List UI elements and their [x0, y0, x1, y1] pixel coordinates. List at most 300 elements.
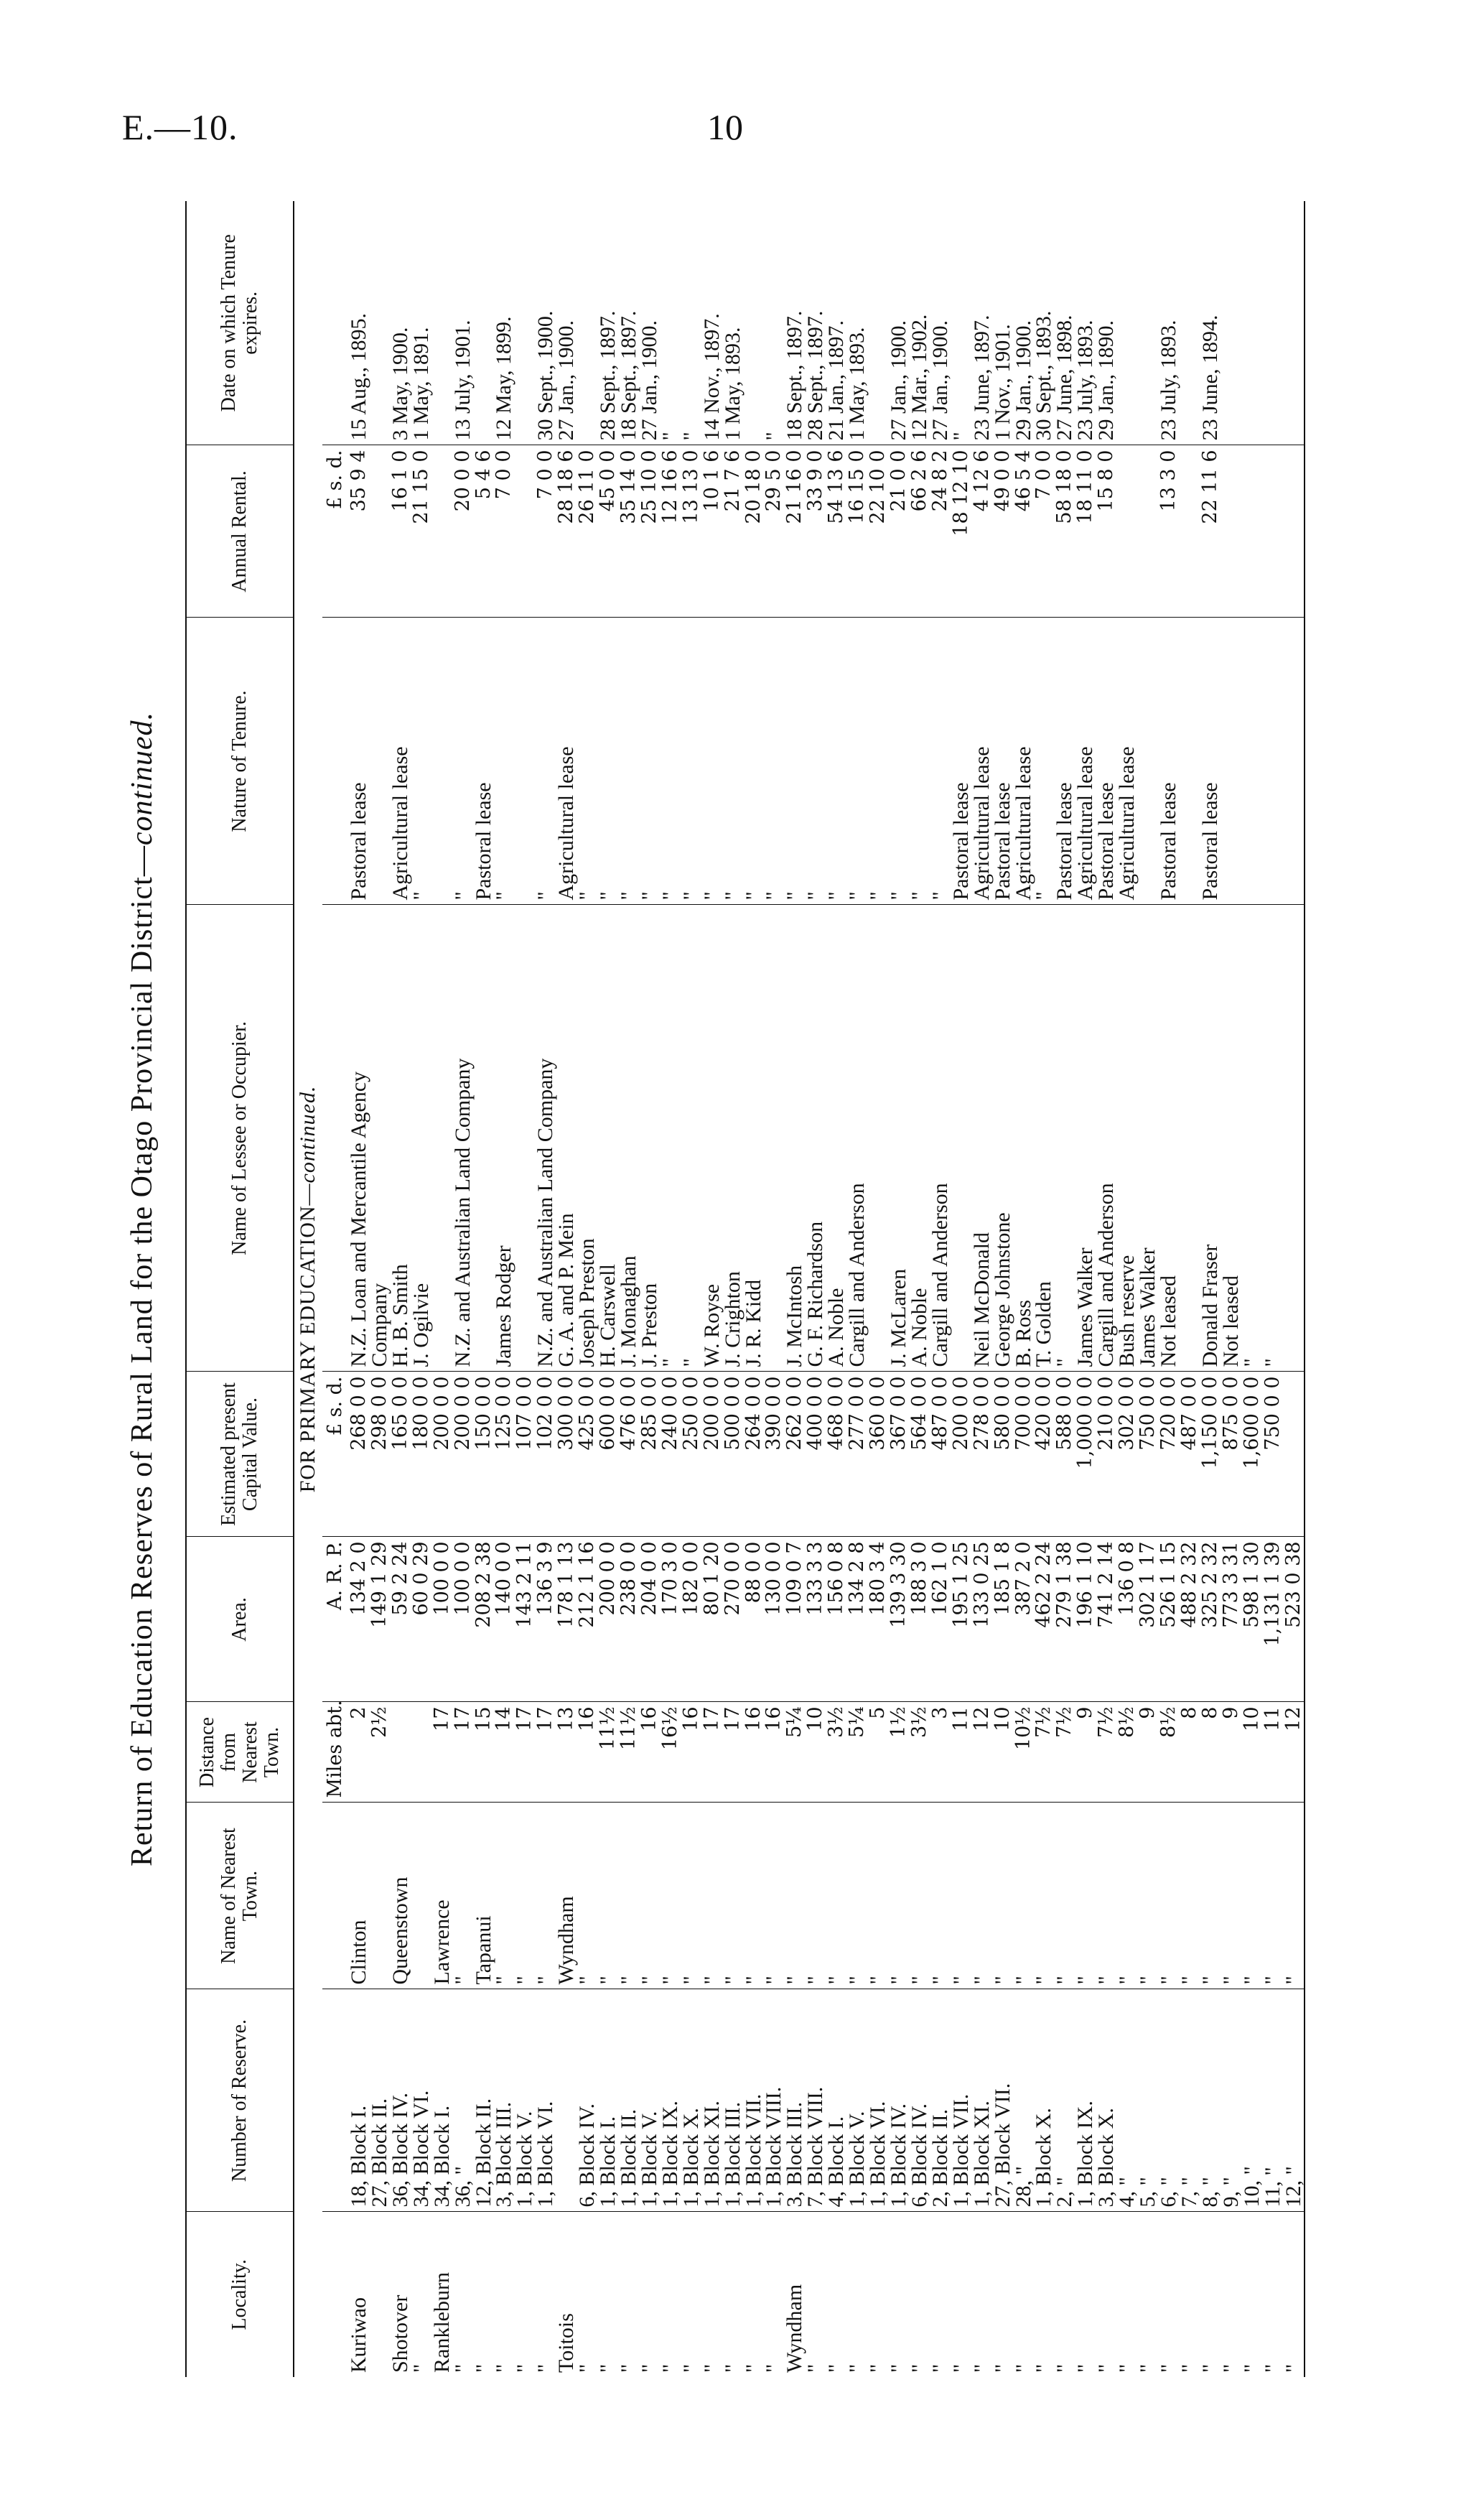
reserve-number-cell: 2, Block II. — [930, 1989, 951, 2212]
capital-value-cell: 200 0 0 — [431, 1372, 452, 1537]
locality-cell: " — [1033, 2212, 1054, 2377]
distance-cell: 15 — [473, 1702, 494, 1803]
tenure-cell — [1221, 618, 1241, 905]
nearest-town-cell: " — [1096, 1803, 1116, 1989]
area-cell: 188 3 0 — [909, 1537, 930, 1702]
locality-cell: " — [846, 2212, 867, 2377]
annual-rental-cell — [1241, 445, 1262, 618]
tenure-expires-cell — [431, 201, 452, 445]
header-locality: Locality. — [186, 2212, 294, 2377]
locality-cell: Shotover — [390, 2212, 411, 2377]
capital-value-cell: 278 0 0 — [971, 1372, 992, 1537]
locality-cell: Kuriwao — [348, 2212, 369, 2377]
distance-cell: 17 — [722, 1702, 743, 1803]
tenure-expires-cell: 1 May, 1893. — [845, 327, 869, 441]
locality-cell: Rankleburn — [431, 2212, 452, 2377]
capital-value-cell: 150 0 0 — [473, 1372, 494, 1537]
table-row — [660, 201, 681, 2377]
header-expires: Date on which Tenure expires. — [186, 201, 294, 445]
lessee-cell: W. Royse — [701, 905, 722, 1372]
tenure-expires-cell — [1137, 201, 1158, 445]
tenure-expires-cell: 12 Mar., 1902. — [907, 314, 931, 441]
reserve-number-cell: 1, Block VII. — [951, 1989, 971, 2212]
lessee-cell: " — [681, 905, 701, 1372]
locality-cell: " — [473, 2212, 494, 2377]
lessee-cell: J. Preston — [639, 905, 660, 1372]
table-row — [431, 201, 452, 2377]
page-number: 10 — [707, 107, 743, 147]
capital-value-cell: 390 0 0 — [764, 1372, 785, 1537]
tenure-cell: Pastoral lease — [1200, 618, 1221, 905]
table-row — [1283, 201, 1305, 2377]
tenure-expires-cell: 27 Jan., 1900. — [637, 320, 661, 441]
distance-cell: 8½ — [1158, 1702, 1179, 1803]
locality-cell: " — [951, 2212, 971, 2377]
nearest-town-cell: " — [764, 1803, 785, 1989]
annual-rental-cell — [1221, 445, 1241, 618]
lessee-cell: B. Ross — [1013, 905, 1034, 1372]
reserve-number-cell: 1, Block VII. — [743, 1989, 764, 2212]
capital-value-cell — [1283, 1372, 1305, 1537]
tenure-expires-cell: 30 Sept., 1893. — [1032, 310, 1056, 441]
tenure-cell: " — [701, 618, 722, 905]
table-row — [805, 201, 826, 2377]
nearest-town-cell: " — [1075, 1803, 1096, 1989]
tenure-expires-cell: 23 July, 1893. — [1073, 320, 1098, 441]
table-row — [992, 201, 1013, 2377]
tenure-cell: " — [826, 618, 846, 905]
table-row — [411, 201, 431, 2377]
distance-cell: 3½ — [909, 1702, 930, 1803]
capital-value-cell: 200 0 0 — [701, 1372, 722, 1537]
area-cell: 80 1 20 — [701, 1537, 722, 1702]
tenure-expires-cell: 1 May, 1891. — [409, 327, 433, 441]
lessee-cell: George Johnstone — [992, 905, 1013, 1372]
table-row — [535, 201, 556, 2377]
capital-value-cell: 298 0 0 — [369, 1372, 390, 1537]
area-cell: 185 1 8 — [992, 1537, 1013, 1702]
distance-cell: 10 — [992, 1702, 1013, 1803]
locality-cell: " — [660, 2212, 681, 2377]
locality-cell: " — [992, 2212, 1013, 2377]
distance-cell: 8 — [1179, 1702, 1200, 1803]
lessee-cell: N.Z. Loan and Mercantile Agency — [348, 905, 369, 1372]
table-row — [556, 201, 577, 2377]
tenure-cell: Pastoral lease — [1054, 618, 1075, 905]
annual-rental-cell: 28 18 6 — [556, 445, 577, 618]
tenure-expires-cell: 30 Sept., 1900. — [533, 310, 558, 441]
area-cell: 100 0 0 — [452, 1537, 473, 1702]
tenure-cell — [1179, 618, 1200, 905]
nearest-town-cell: " — [494, 1803, 515, 1989]
distance-cell: 7½ — [1054, 1702, 1075, 1803]
nearest-town-cell: " — [660, 1803, 681, 1989]
units-area: A. R. P. — [322, 1537, 348, 1702]
distance-cell: 12 — [1283, 1702, 1305, 1803]
area-cell: 387 2 0 — [1013, 1537, 1034, 1702]
lessee-cell: J. McLaren — [888, 905, 909, 1372]
distance-cell — [390, 1702, 411, 1803]
tenure-expires-cell: 27 Jan., 1900. — [928, 320, 952, 441]
lessee-cell: " — [660, 905, 681, 1372]
capital-value-cell: 264 0 0 — [743, 1372, 764, 1537]
lessee-cell: J. Monaghan — [618, 905, 639, 1372]
capital-value-cell: 367 0 0 — [888, 1372, 909, 1537]
annual-rental-cell — [1262, 445, 1283, 618]
annual-rental-cell: 16 15 0 — [846, 445, 867, 618]
table-row — [930, 201, 951, 2377]
lessee-cell: Joseph Preston — [577, 905, 597, 1372]
lessee-cell — [1179, 905, 1200, 1372]
tenure-cell: " — [494, 618, 515, 905]
reserve-number-cell: 1, Block VI. — [535, 1989, 556, 2212]
table-row — [348, 201, 369, 2377]
reserve-number-cell: 18, Block I. — [348, 1989, 369, 2212]
locality-cell: " — [1221, 2212, 1241, 2377]
nearest-town-cell: " — [597, 1803, 618, 1989]
reserve-number-cell: 11, " — [1262, 1989, 1283, 2212]
nearest-town-cell: " — [784, 1803, 805, 1989]
locality-cell: " — [826, 2212, 846, 2377]
lessee-cell: Bush reserve — [1116, 905, 1137, 1372]
reserve-number-cell: 1, Block IV. — [888, 1989, 909, 2212]
nearest-town-cell: " — [681, 1803, 701, 1989]
capital-value-cell: 180 0 0 — [411, 1372, 431, 1537]
tenure-expires-cell: 3 May, 1900. — [388, 327, 412, 441]
nearest-town-cell: " — [452, 1803, 473, 1989]
area-cell: 136 3 9 — [535, 1537, 556, 1702]
nearest-town-cell: " — [909, 1803, 930, 1989]
capital-value-cell: 300 0 0 — [556, 1372, 577, 1537]
area-cell: 270 0 0 — [722, 1537, 743, 1702]
reserve-number-cell: 7, " — [1179, 1989, 1200, 2212]
capital-value-cell: 500 0 0 — [722, 1372, 743, 1537]
tenure-cell: " — [577, 618, 597, 905]
reserve-number-cell: 1, Block X. — [681, 1989, 701, 2212]
locality-cell: " — [681, 2212, 701, 2377]
area-cell: 741 2 14 — [1096, 1537, 1116, 1702]
locality-cell: " — [805, 2212, 826, 2377]
tenure-expires-cell — [743, 201, 764, 445]
lessee-cell: James Walker — [1137, 905, 1158, 1372]
annual-rental-cell: 49 0 0 — [992, 445, 1013, 618]
nearest-town-cell: Clinton — [348, 1803, 369, 1989]
tenure-expires-cell — [1241, 201, 1262, 445]
tenure-expires-cell — [1179, 201, 1200, 445]
lessee-cell: J. Ogilvie — [411, 905, 431, 1372]
tenure-cell: " — [888, 618, 909, 905]
distance-cell: 10 — [1241, 1702, 1262, 1803]
area-cell: 162 1 0 — [930, 1537, 951, 1702]
table-row — [514, 201, 535, 2377]
table-row — [494, 201, 515, 2377]
area-cell: 204 0 0 — [639, 1537, 660, 1702]
tenure-expires-cell: 1 May, 1893. — [720, 327, 745, 441]
annual-rental-cell: 4 12 6 — [971, 445, 992, 618]
annual-rental-cell: 45 0 0 — [597, 445, 618, 618]
distance-cell: 16½ — [660, 1702, 681, 1803]
capital-value-cell: 102 0 0 — [535, 1372, 556, 1537]
reserve-number-cell: 1, Block V. — [514, 1989, 535, 2212]
tenure-expires-cell: 29 Jan., 1890. — [1094, 320, 1119, 441]
tenure-expires-cell: 23 July, 1893. — [1156, 320, 1180, 441]
nearest-town-cell: " — [1054, 1803, 1075, 1989]
tenure-cell: " — [909, 618, 930, 905]
area-cell: 170 3 0 — [660, 1537, 681, 1702]
locality-cell: " — [1200, 2212, 1221, 2377]
area-cell: 212 1 16 — [577, 1537, 597, 1702]
locality-cell: Toitois — [556, 2212, 577, 2377]
annual-rental-cell: 35 14 0 — [618, 445, 639, 618]
area-cell: 109 0 7 — [784, 1537, 805, 1702]
area-cell: 325 2 32 — [1200, 1537, 1221, 1702]
reserve-number-cell: 3, Block III. — [784, 1989, 805, 2212]
header-rental: Annual Rental. — [186, 445, 294, 618]
distance-cell — [411, 1702, 431, 1803]
locality-cell: " — [1137, 2212, 1158, 2377]
nearest-town-cell: " — [805, 1803, 826, 1989]
table-row — [951, 201, 971, 2377]
nearest-town-cell: " — [722, 1803, 743, 1989]
table-row — [452, 201, 473, 2377]
nearest-town-cell: Wyndham — [556, 1803, 577, 1989]
annual-rental-cell: 24 8 2 — [930, 445, 951, 618]
capital-value-cell: 487 0 0 — [930, 1372, 951, 1537]
distance-cell: 16 — [639, 1702, 660, 1803]
table-row — [1075, 201, 1096, 2377]
area-cell: 196 1 10 — [1075, 1537, 1096, 1702]
annual-rental-cell: 54 13 6 — [826, 445, 846, 618]
units-empty — [322, 1803, 348, 1989]
header-row — [186, 201, 294, 2377]
area-cell: 302 1 17 — [1137, 1537, 1158, 1702]
capital-value-cell: 250 0 0 — [681, 1372, 701, 1537]
reserve-number-cell: 34, Block I. — [431, 1989, 452, 2212]
nearest-town-cell: " — [826, 1803, 846, 1989]
tenure-cell: " — [618, 618, 639, 905]
tenure-cell: " — [764, 618, 785, 905]
table-row — [743, 201, 764, 2377]
table-row — [597, 201, 618, 2377]
lessee-cell — [1283, 905, 1305, 1372]
tenure-cell: " — [639, 618, 660, 905]
reserve-number-cell: 9, " — [1221, 1989, 1241, 2212]
tenure-cell — [1137, 618, 1158, 905]
lessee-cell: H. B. Smith — [390, 905, 411, 1372]
reserve-number-cell: 1, Block V. — [846, 1989, 867, 2212]
tenure-cell: " — [867, 618, 888, 905]
capital-value-cell: 580 0 0 — [992, 1372, 1013, 1537]
tenure-cell: " — [660, 618, 681, 905]
annual-rental-cell: 58 18 0 — [1054, 445, 1075, 618]
annual-rental-cell: 33 9 0 — [805, 445, 826, 618]
lessee-cell: A. Noble — [909, 905, 930, 1372]
tenure-cell: Agricultural lease — [1075, 618, 1096, 905]
tenure-expires-cell — [369, 201, 390, 445]
lessee-cell: J. McIntosh — [784, 905, 805, 1372]
capital-value-cell: 468 0 0 — [826, 1372, 846, 1537]
reserve-number-cell: 3, Block III. — [494, 1989, 515, 2212]
tenure-expires-cell: 1 Nov., 1901. — [990, 324, 1014, 441]
title-continued: continued. — [126, 712, 159, 846]
units-rental: £ s. d. — [322, 445, 348, 618]
tenure-expires-cell — [1283, 201, 1305, 445]
annual-rental-cell: 18 11 0 — [1075, 445, 1096, 618]
tenure-cell: Pastoral lease — [348, 618, 369, 905]
locality-cell: " — [1179, 2212, 1200, 2377]
tenure-expires-cell — [1262, 201, 1283, 445]
reserve-number-cell: 4, Block I. — [826, 1989, 846, 2212]
reserve-number-cell: 1, Block VIII. — [764, 1989, 785, 2212]
area-cell: 133 3 3 — [805, 1537, 826, 1702]
area-cell: 526 1 15 — [1158, 1537, 1179, 1702]
nearest-town-cell: " — [1013, 1803, 1034, 1989]
nearest-town-cell: " — [743, 1803, 764, 1989]
tenure-cell: " — [784, 618, 805, 905]
tenure-cell: Pastoral lease — [473, 618, 494, 905]
tenure-cell: Agricultural lease — [1013, 618, 1034, 905]
tenure-expires-cell — [514, 201, 535, 445]
capital-value-cell: 107 0 0 — [514, 1372, 535, 1537]
annual-rental-cell: 22 11 6 — [1200, 445, 1221, 618]
reserve-number-cell: 1, Block VI. — [867, 1989, 888, 2212]
reserve-number-cell: 6, " — [1158, 1989, 1179, 2212]
distance-cell: 11 — [951, 1702, 971, 1803]
locality-cell: " — [1241, 2212, 1262, 2377]
reserve-number-cell: 1, Block I. — [597, 1989, 618, 2212]
tenure-cell: " — [597, 618, 618, 905]
reserve-number-cell: 10, " — [1241, 1989, 1262, 2212]
nearest-town-cell: " — [1179, 1803, 1200, 1989]
locality-cell: " — [618, 2212, 639, 2377]
lessee-cell: Cargill and Anderson — [1096, 905, 1116, 1372]
lessee-cell: Cargill and Anderson — [846, 905, 867, 1372]
area-cell: 178 1 13 — [556, 1537, 577, 1702]
reserve-number-cell: 1, Block XI. — [971, 1989, 992, 2212]
annual-rental-cell: 7 0 0 — [1033, 445, 1054, 618]
distance-cell: 2 — [348, 1702, 369, 1803]
capital-value-cell: 425 0 0 — [577, 1372, 597, 1537]
nearest-town-cell: " — [846, 1803, 867, 1989]
table-row — [888, 201, 909, 2377]
units-row — [322, 201, 348, 2377]
distance-cell: 7½ — [1096, 1702, 1116, 1803]
area-cell: 139 3 30 — [888, 1537, 909, 1702]
section-continued: continued. — [296, 1085, 320, 1183]
lessee-cell: James Walker — [1075, 905, 1096, 1372]
capital-value-cell: 600 0 0 — [597, 1372, 618, 1537]
lessee-cell: Cargill and Anderson — [930, 905, 951, 1372]
locality-cell: " — [494, 2212, 515, 2377]
locality-cell: " — [1096, 2212, 1116, 2377]
tenure-cell: " — [805, 618, 826, 905]
nearest-town-cell: " — [1241, 1803, 1262, 1989]
locality-cell: " — [597, 2212, 618, 2377]
locality-cell: " — [1116, 2212, 1137, 2377]
capital-value-cell: 125 0 0 — [494, 1372, 515, 1537]
tenure-cell: " — [411, 618, 431, 905]
capital-value-cell: 700 0 0 — [1013, 1372, 1034, 1537]
reserve-number-cell: 1, Block IX. — [1075, 1989, 1096, 2212]
area-cell: 462 2 24 — [1033, 1537, 1054, 1702]
lessee-cell: G. A. and P. Mein — [556, 905, 577, 1372]
nearest-town-cell: " — [951, 1803, 971, 1989]
tenure-expires-cell: 18 Sept., 1897. — [617, 310, 640, 441]
annual-rental-cell: 22 10 0 — [867, 445, 888, 618]
distance-cell: 7½ — [1033, 1702, 1054, 1803]
area-cell: 180 3 4 — [867, 1537, 888, 1702]
annual-rental-cell — [1116, 445, 1137, 618]
table-row — [1033, 201, 1054, 2377]
nearest-town-cell: " — [535, 1803, 556, 1989]
distance-cell: 9 — [1221, 1702, 1241, 1803]
capital-value-cell: 1,600 0 0 — [1241, 1372, 1262, 1537]
reserve-number-cell: 36, " — [452, 1989, 473, 2212]
area-cell: 1,131 1 39 — [1262, 1537, 1283, 1702]
table-row — [846, 201, 867, 2377]
tenure-expires-cell: " — [658, 432, 682, 441]
lessee-cell — [514, 905, 535, 1372]
tenure-cell — [1241, 618, 1262, 905]
tenure-expires-cell: 13 July, 1901. — [450, 320, 475, 441]
reserve-number-cell: 27, Block VII. — [992, 1989, 1013, 2212]
table-row — [681, 201, 701, 2377]
capital-value-cell: 210 0 0 — [1096, 1372, 1116, 1537]
table-row — [1116, 201, 1137, 2377]
tenure-expires-cell: 14 Nov., 1897. — [699, 313, 724, 441]
annual-rental-cell — [1179, 445, 1200, 618]
nearest-town-cell — [369, 1803, 390, 1989]
distance-cell: 16 — [743, 1702, 764, 1803]
locality-cell: " — [514, 2212, 535, 2377]
nearest-town-cell: " — [1262, 1803, 1283, 1989]
lessee-cell: A. Noble — [826, 905, 846, 1372]
table-row — [473, 201, 494, 2377]
locality-cell: " — [577, 2212, 597, 2377]
header-area: Area. — [186, 1537, 294, 1702]
annual-rental-cell: 13 13 0 — [681, 445, 701, 618]
tenure-cell: " — [535, 618, 556, 905]
distance-cell: 16 — [577, 1702, 597, 1803]
reserve-number-cell: 28, " — [1013, 1989, 1034, 2212]
lessee-cell: " — [1262, 905, 1283, 1372]
area-cell: 60 0 29 — [411, 1537, 431, 1702]
annual-rental-cell — [1283, 445, 1305, 618]
tenure-expires-cell: 23 June, 1894. — [1198, 315, 1222, 441]
lessee-cell: Not leased — [1221, 905, 1241, 1372]
reserve-number-cell: 4, " — [1116, 1989, 1137, 2212]
table-row — [369, 201, 390, 2377]
annual-rental-cell: 18 12 10 — [951, 445, 971, 618]
table-row — [1158, 201, 1179, 2377]
area-cell: 523 0 38 — [1283, 1537, 1305, 1702]
tenure-cell: Pastoral lease — [992, 618, 1013, 905]
distance-cell: 11 — [1262, 1702, 1283, 1803]
distance-cell: 1½ — [888, 1702, 909, 1803]
reserve-number-cell: 1, Block III. — [722, 1989, 743, 2212]
nearest-town-cell: " — [992, 1803, 1013, 1989]
capital-value-cell: 487 0 0 — [1179, 1372, 1200, 1537]
nearest-town-cell: " — [701, 1803, 722, 1989]
tenure-expires-cell: 28 Sept., 1897. — [596, 310, 620, 441]
tenure-expires-cell: 21 Jan., 1897. — [824, 320, 849, 441]
distance-cell: 14 — [494, 1702, 515, 1803]
table-row — [826, 201, 846, 2377]
nearest-town-cell: " — [1200, 1803, 1221, 1989]
distance-cell: 9 — [1137, 1702, 1158, 1803]
locality-cell: " — [888, 2212, 909, 2377]
area-cell: 488 2 32 — [1179, 1537, 1200, 1702]
